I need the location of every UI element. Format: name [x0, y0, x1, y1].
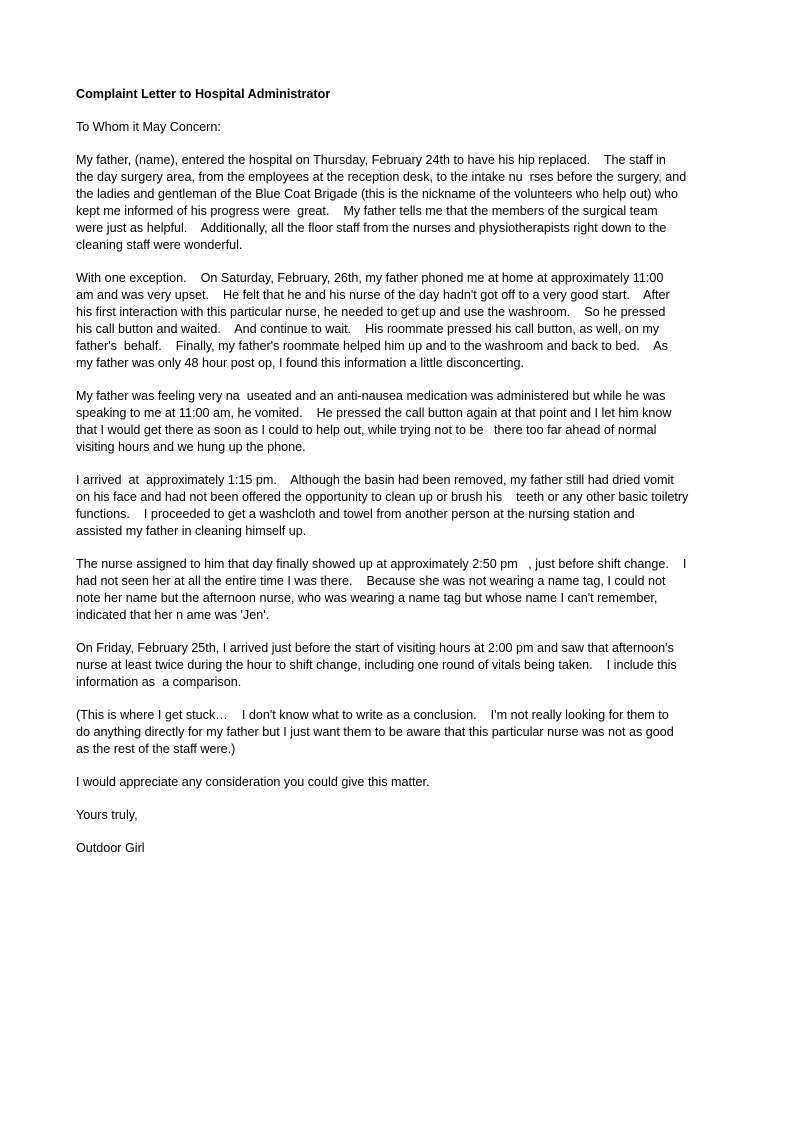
- text-line: My father, (name), entered the hospital on Thursday, February 24th to have his hip replaced. The staff in: [76, 153, 666, 167]
- closing: Yours truly,: [76, 808, 138, 822]
- text-line: that I would get there as soon as I could to help out, while trying not to be there too far ahead of normal: [76, 423, 657, 437]
- text-line: note her name but the afternoon nurse, who was wearing a name tag but whose name I can't remember,: [76, 591, 658, 605]
- text-line: information as a comparison.: [76, 675, 242, 689]
- salutation: To Whom it May Concern:: [76, 120, 221, 134]
- text-line: speaking to me at 11:00 am, he vomited. He pressed the call button again at that point and I let him know: [76, 406, 672, 420]
- text-line: had not seen her at all the entire time I was there. Because she was not wearing a name tag, I could not: [76, 574, 666, 588]
- text-line: the day surgery area, from the employees at the reception desk, to the intake nu rses before the surgery, and: [76, 170, 687, 184]
- text-line: My father was feeling very na useated and an anti-nausea medication was administered but while he was: [76, 389, 666, 403]
- text-line: as the rest of the staff were.): [76, 742, 236, 756]
- text-line: functions. I proceeded to get a washcloth and towel from another person at the nursing station and: [76, 507, 635, 521]
- text-line: am and was very upset. He felt that he and his nurse of the day hadn't got off to a very good start. After: [76, 288, 670, 302]
- text-line: (This is where I get stuck… I don't know what to write as a conclusion. I'm not really looking for them to: [76, 708, 669, 722]
- text-line: were just as helpful. Additionally, all the floor staff from the nurses and physiotherapists right down to the: [76, 221, 667, 235]
- text-line: his call button and waited. And continue to wait. His roommate pressed his call button, as well, on my: [76, 322, 660, 336]
- letter-title: Complaint Letter to Hospital Administrator: [76, 87, 331, 101]
- text-line: visiting hours and we hung up the phone.: [76, 440, 306, 454]
- text-line: I would appreciate any consideration you could give this matter.: [76, 775, 430, 789]
- paragraph-1: [76, 152, 716, 254]
- text-line: kept me informed of his progress were great. My father tells me that the members of the surgical team: [76, 204, 658, 218]
- text-line: The nurse assigned to him that day finally showed up at approximately 2:50 pm , just before shift change. I: [76, 557, 687, 571]
- paragraph-2: [76, 270, 716, 372]
- paragraph-5: [76, 556, 716, 624]
- text-line: the ladies and gentleman of the Blue Coat Brigade (this is the nickname of the volunteers who help out) who: [76, 187, 679, 201]
- paragraph-7: [76, 707, 716, 758]
- paragraph-6: [76, 640, 716, 691]
- text-line: With one exception. On Saturday, February, 26th, my father phoned me at home at approximately 11:00: [76, 271, 664, 285]
- text-line: father's behalf. Finally, my father's roommate helped him up and to the washroom and back to bed. As: [76, 339, 668, 353]
- text-line: I arrived at approximately 1:15 pm. Although the basin had been removed, my father still had dried vomit: [76, 473, 674, 487]
- text-line: On Friday, February 25th, I arrived just before the start of visiting hours at 2:00 pm and saw that afternoon's: [76, 641, 674, 655]
- text-line: on his face and had not been offered the opportunity to clean up or brush his teeth or any other basic toiletry: [76, 490, 689, 504]
- text-line: his first interaction with this particular nurse, he needed to get up and use the washroom. So he pressed: [76, 305, 666, 319]
- signature: Outdoor Girl: [76, 841, 145, 855]
- paragraph-3: [76, 388, 716, 456]
- text-line: indicated that her n ame was 'Jen'.: [76, 608, 270, 622]
- letter-page: [76, 86, 716, 873]
- paragraph-4: [76, 472, 716, 540]
- text-line: nurse at least twice during the hour to shift change, including one round of vitals being taken. I include this: [76, 658, 677, 672]
- text-line: do anything directly for my father but I just want them to be aware that this particular nurse was not as good: [76, 725, 674, 739]
- text-line: my father was only 48 hour post op, I found this information a little disconcerting.: [76, 356, 525, 370]
- paragraph-8: [76, 774, 716, 791]
- text-line: cleaning staff were wonderful.: [76, 238, 243, 252]
- text-line: assisted my father in cleaning himself up.: [76, 524, 307, 538]
